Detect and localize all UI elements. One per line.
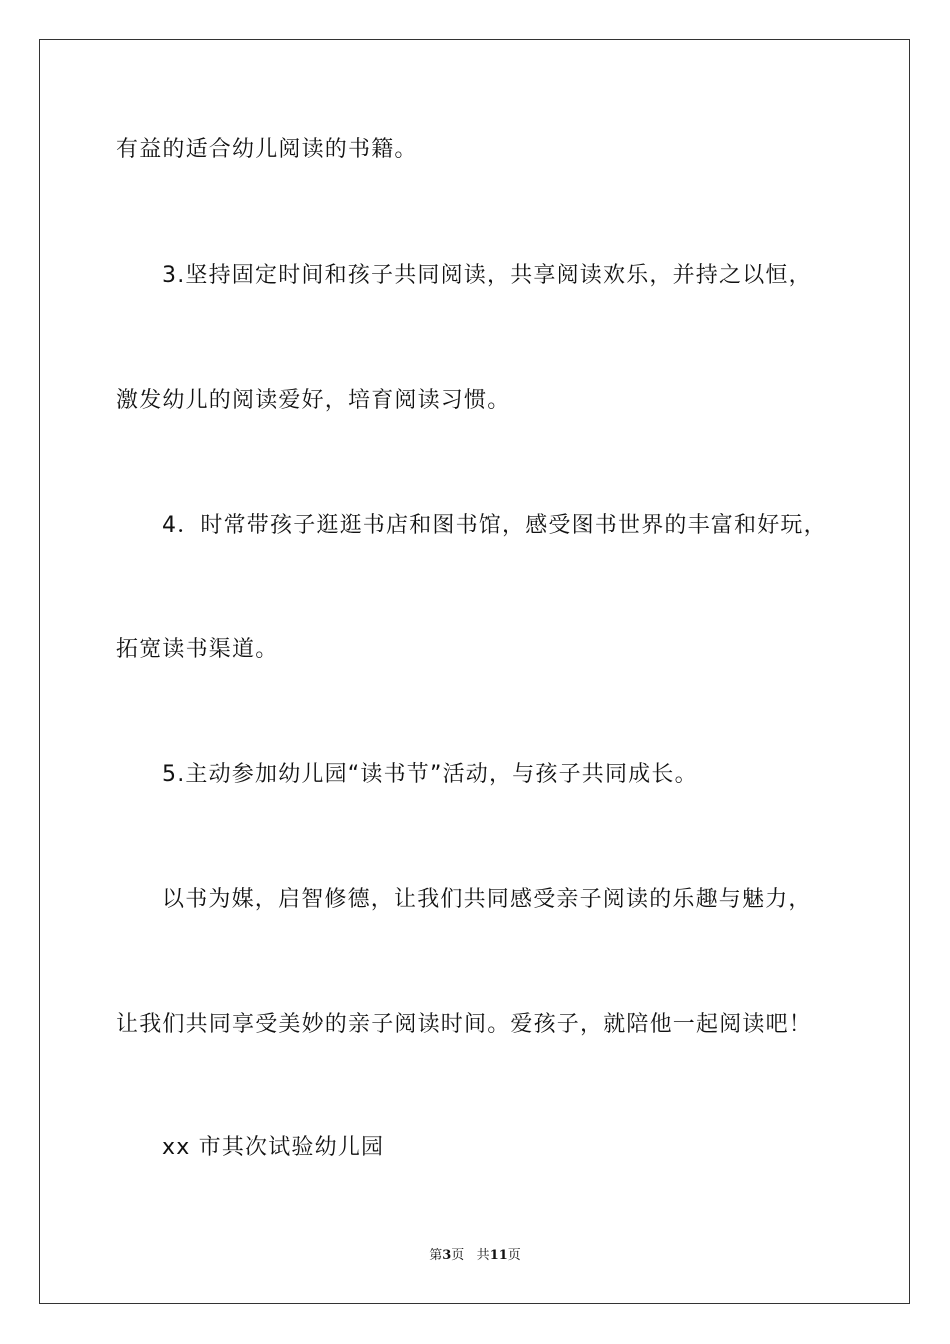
closing-paragraph-line-2: 让我们共同享受美妙的亲子阅读时间。爱孩子，就陪他一起阅读吧！ — [116, 1012, 813, 1037]
footer-total-prefix: 共 — [476, 1248, 490, 1263]
list-item-3-line-2: 激发幼儿的阅读爱好，培育阅读习惯。 — [116, 388, 511, 413]
page-footer — [0, 1247, 950, 1265]
list-item-5: 5.主动参加幼儿园“读书节”活动，与孩子共同成长。 — [162, 762, 698, 787]
closing-paragraph-line-1: 以书为媒，启智修德，让我们共同感受亲子阅读的乐趣与魅力， — [162, 887, 812, 912]
list-item-4-line-2: 拓宽读书渠道。 — [116, 637, 279, 662]
list-item-3-line-1: 3.坚持固定时间和孩子共同阅读，共享阅读欢乐，并持之以恒， — [162, 263, 812, 288]
footer-page-suffix: 页 — [451, 1248, 465, 1263]
list-item-4-line-1: 4．时常带孩子逛逛书店和图书馆，感受图书世界的丰富和好玩， — [162, 513, 827, 538]
footer-total-pages: 11 — [489, 1248, 508, 1263]
signature-kindergarten-name: xx 市其次试验幼儿园 — [162, 1135, 385, 1160]
footer-total-suffix: 页 — [507, 1248, 521, 1263]
footer-page-number: 3 — [442, 1248, 452, 1263]
body-line: 有益的适合幼儿阅读的书籍。 — [116, 137, 418, 162]
footer-page-prefix: 第 — [429, 1248, 443, 1263]
page-frame — [39, 39, 910, 1304]
